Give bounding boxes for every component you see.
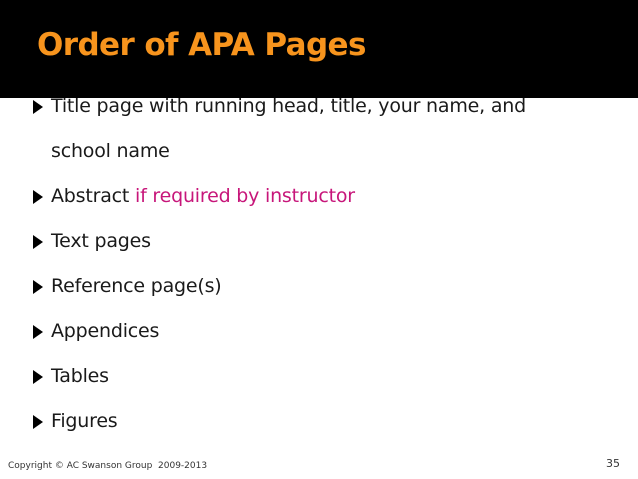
title-bar — [0, 0, 638, 98]
triangle-right-icon — [33, 370, 43, 384]
bullet-text — [51, 95, 623, 163]
bullet-text — [51, 185, 623, 208]
bullet-item-tables — [33, 365, 623, 388]
bullet-text-line: Title page with running head, title, your name, and — [51, 95, 526, 117]
bullet-item-abstract — [33, 185, 623, 208]
slide-number: 35 — [606, 457, 620, 470]
triangle-right-icon — [33, 235, 43, 249]
bullet-list — [33, 95, 623, 433]
bullet-item-appendices — [33, 320, 623, 343]
bullet-text: Figures — [51, 410, 118, 432]
bullet-text: Reference page(s) — [51, 275, 222, 297]
bullet-text: Tables — [51, 365, 109, 387]
bullet-text: Text pages — [51, 230, 151, 252]
bullet-item-title-page — [33, 95, 623, 163]
footer-copyright: Copyright © AC Swanson Group 2009-2013 — [8, 461, 208, 471]
bullet-text: Appendices — [51, 320, 160, 342]
bullet-item-text-pages — [33, 230, 623, 253]
triangle-right-icon — [33, 190, 43, 204]
bullet-text-main: Abstract — [51, 185, 130, 207]
bullet-item-figures — [33, 410, 623, 433]
bullet-item-reference-pages — [33, 275, 623, 298]
bullet-text-accent: if required by instructor — [135, 185, 355, 207]
triangle-right-icon — [33, 280, 43, 294]
slide-title: Order of APA Pages — [37, 27, 366, 63]
triangle-right-icon — [33, 325, 43, 339]
triangle-right-icon — [33, 100, 43, 114]
triangle-right-icon — [33, 415, 43, 429]
bullet-text-line: school name — [51, 140, 170, 162]
